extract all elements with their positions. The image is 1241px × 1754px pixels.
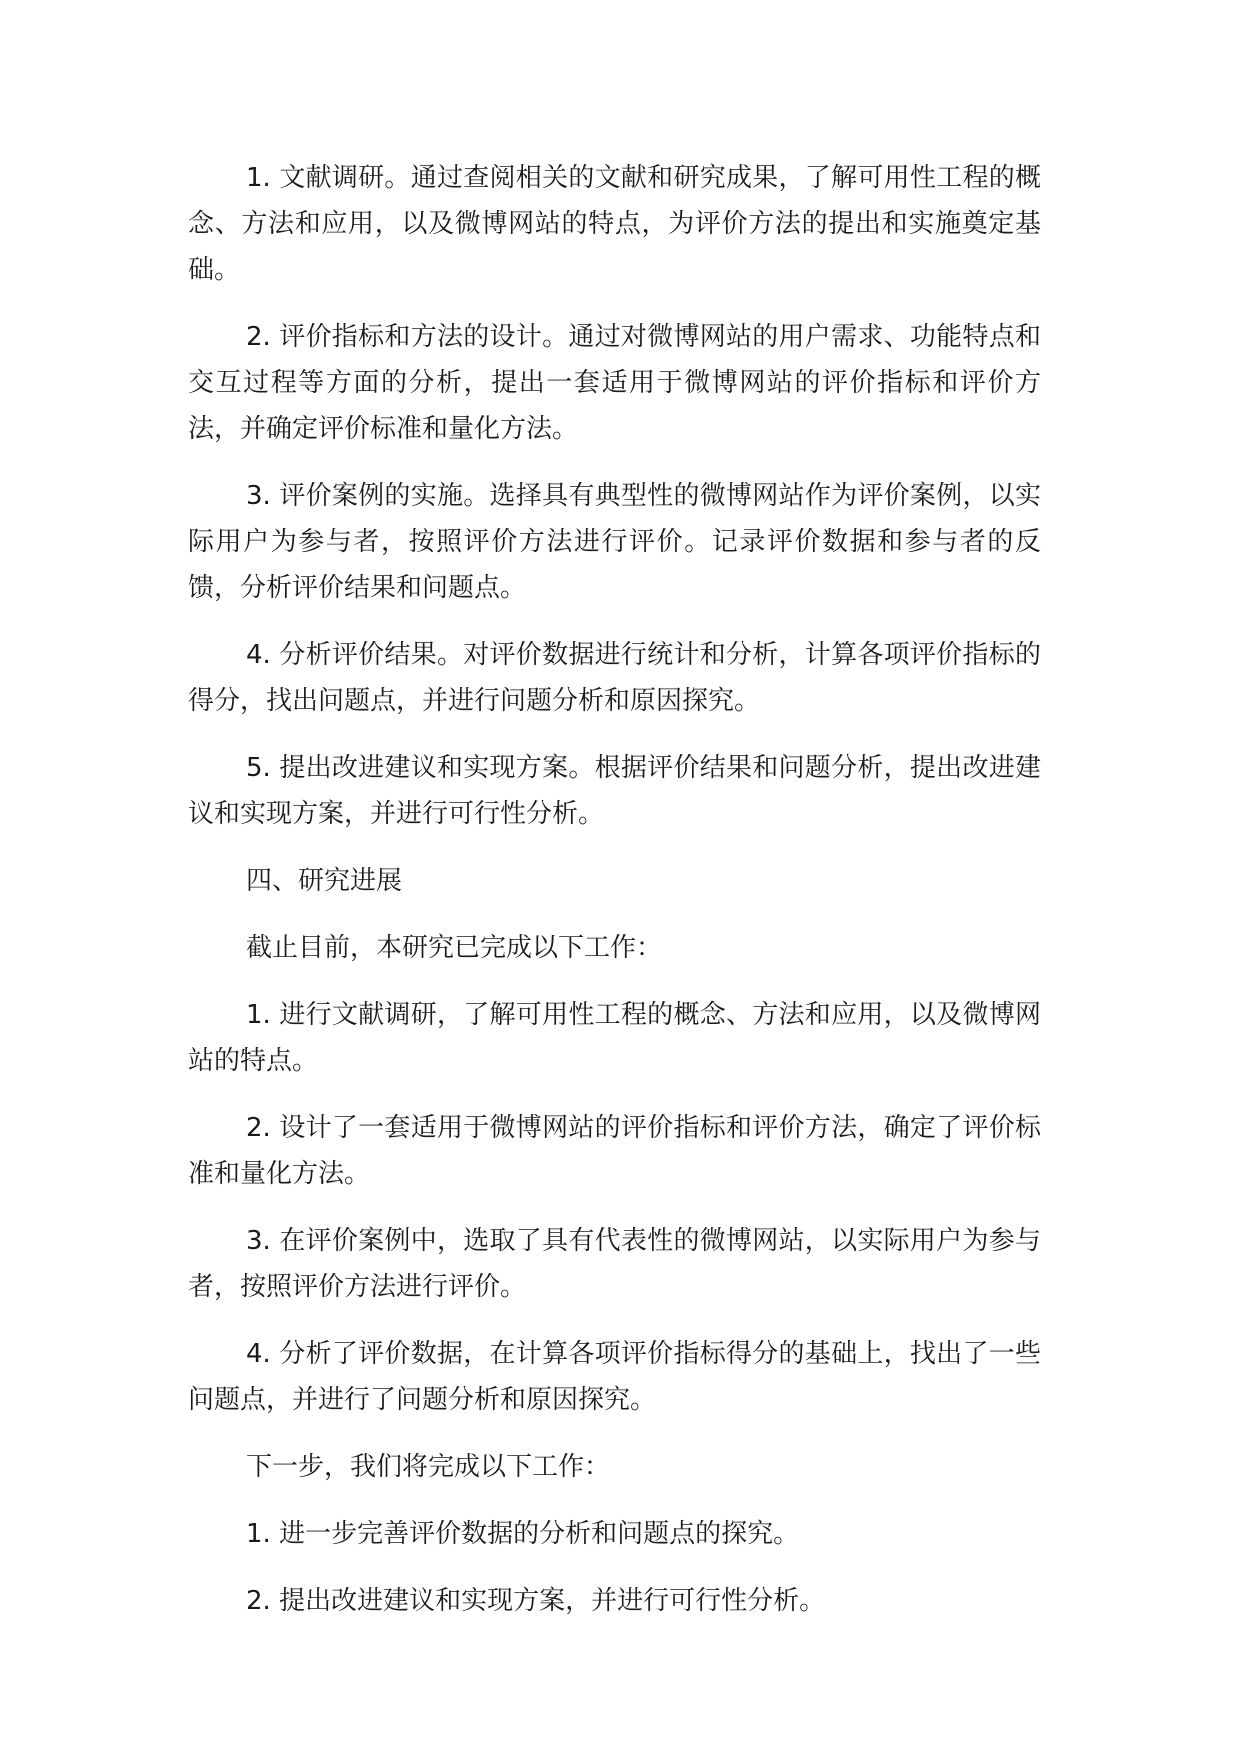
- progress-item-1: 1. 进行文献调研，了解可用性工程的概念、方法和应用，以及微博网站的特点。: [188, 1000, 1041, 1076]
- progress-item-2: 2. 设计了一套适用于微博网站的评价指标和评价方法，确定了评价标准和量化方法。: [188, 1113, 1041, 1189]
- next-step-item-2: 2. 提出改进建议和实现方案，并进行可行性分析。: [246, 1586, 826, 1616]
- progress-item-3: 3. 在评价案例中，选取了具有代表性的微博网站，以实际用户为参与者，按照评价方法进行评价。: [188, 1226, 1041, 1302]
- method-item-case-implementation: 3. 评价案例的实施。选择具有典型性的微博网站作为评价案例，以实际用户为参与者，按照评价方法进行评价。记录评价数据和参与者的反馈，分析评价结果和问题点。: [188, 481, 1041, 603]
- document-page: [188, 155, 1041, 1645]
- method-item-improvement-proposal: 5. 提出改进建议和实现方案。根据评价结果和问题分析，提出改进建议和实现方案，并进行可行性分析。: [188, 753, 1041, 829]
- section-heading-progress: 四、研究进展: [246, 866, 403, 896]
- next-step-item-1: 1. 进一步完善评价数据的分析和问题点的探究。: [246, 1519, 800, 1549]
- progress-item-4: 4. 分析了评价数据，在计算各项评价指标得分的基础上，找出了一些问题点，并进行了问题分析和原因探究。: [188, 1339, 1041, 1415]
- next-steps-intro: 下一步，我们将完成以下工作：: [246, 1452, 611, 1482]
- method-item-indicator-design: 2. 评价指标和方法的设计。通过对微博网站的用户需求、功能特点和交互过程等方面的分析，提出一套适用于微博网站的评价指标和评价方法，并确定评价标准和量化方法。: [188, 322, 1041, 444]
- progress-intro: 截止目前，本研究已完成以下工作：: [246, 933, 663, 963]
- method-item-result-analysis: 4. 分析评价结果。对评价数据进行统计和分析，计算各项评价指标的得分，找出问题点，并进行问题分析和原因探究。: [188, 640, 1041, 716]
- method-item-literature-review: 1. 文献调研。通过查阅相关的文献和研究成果，了解可用性工程的概念、方法和应用，以及微博网站的特点，为评价方法的提出和实施奠定基础。: [188, 163, 1041, 285]
